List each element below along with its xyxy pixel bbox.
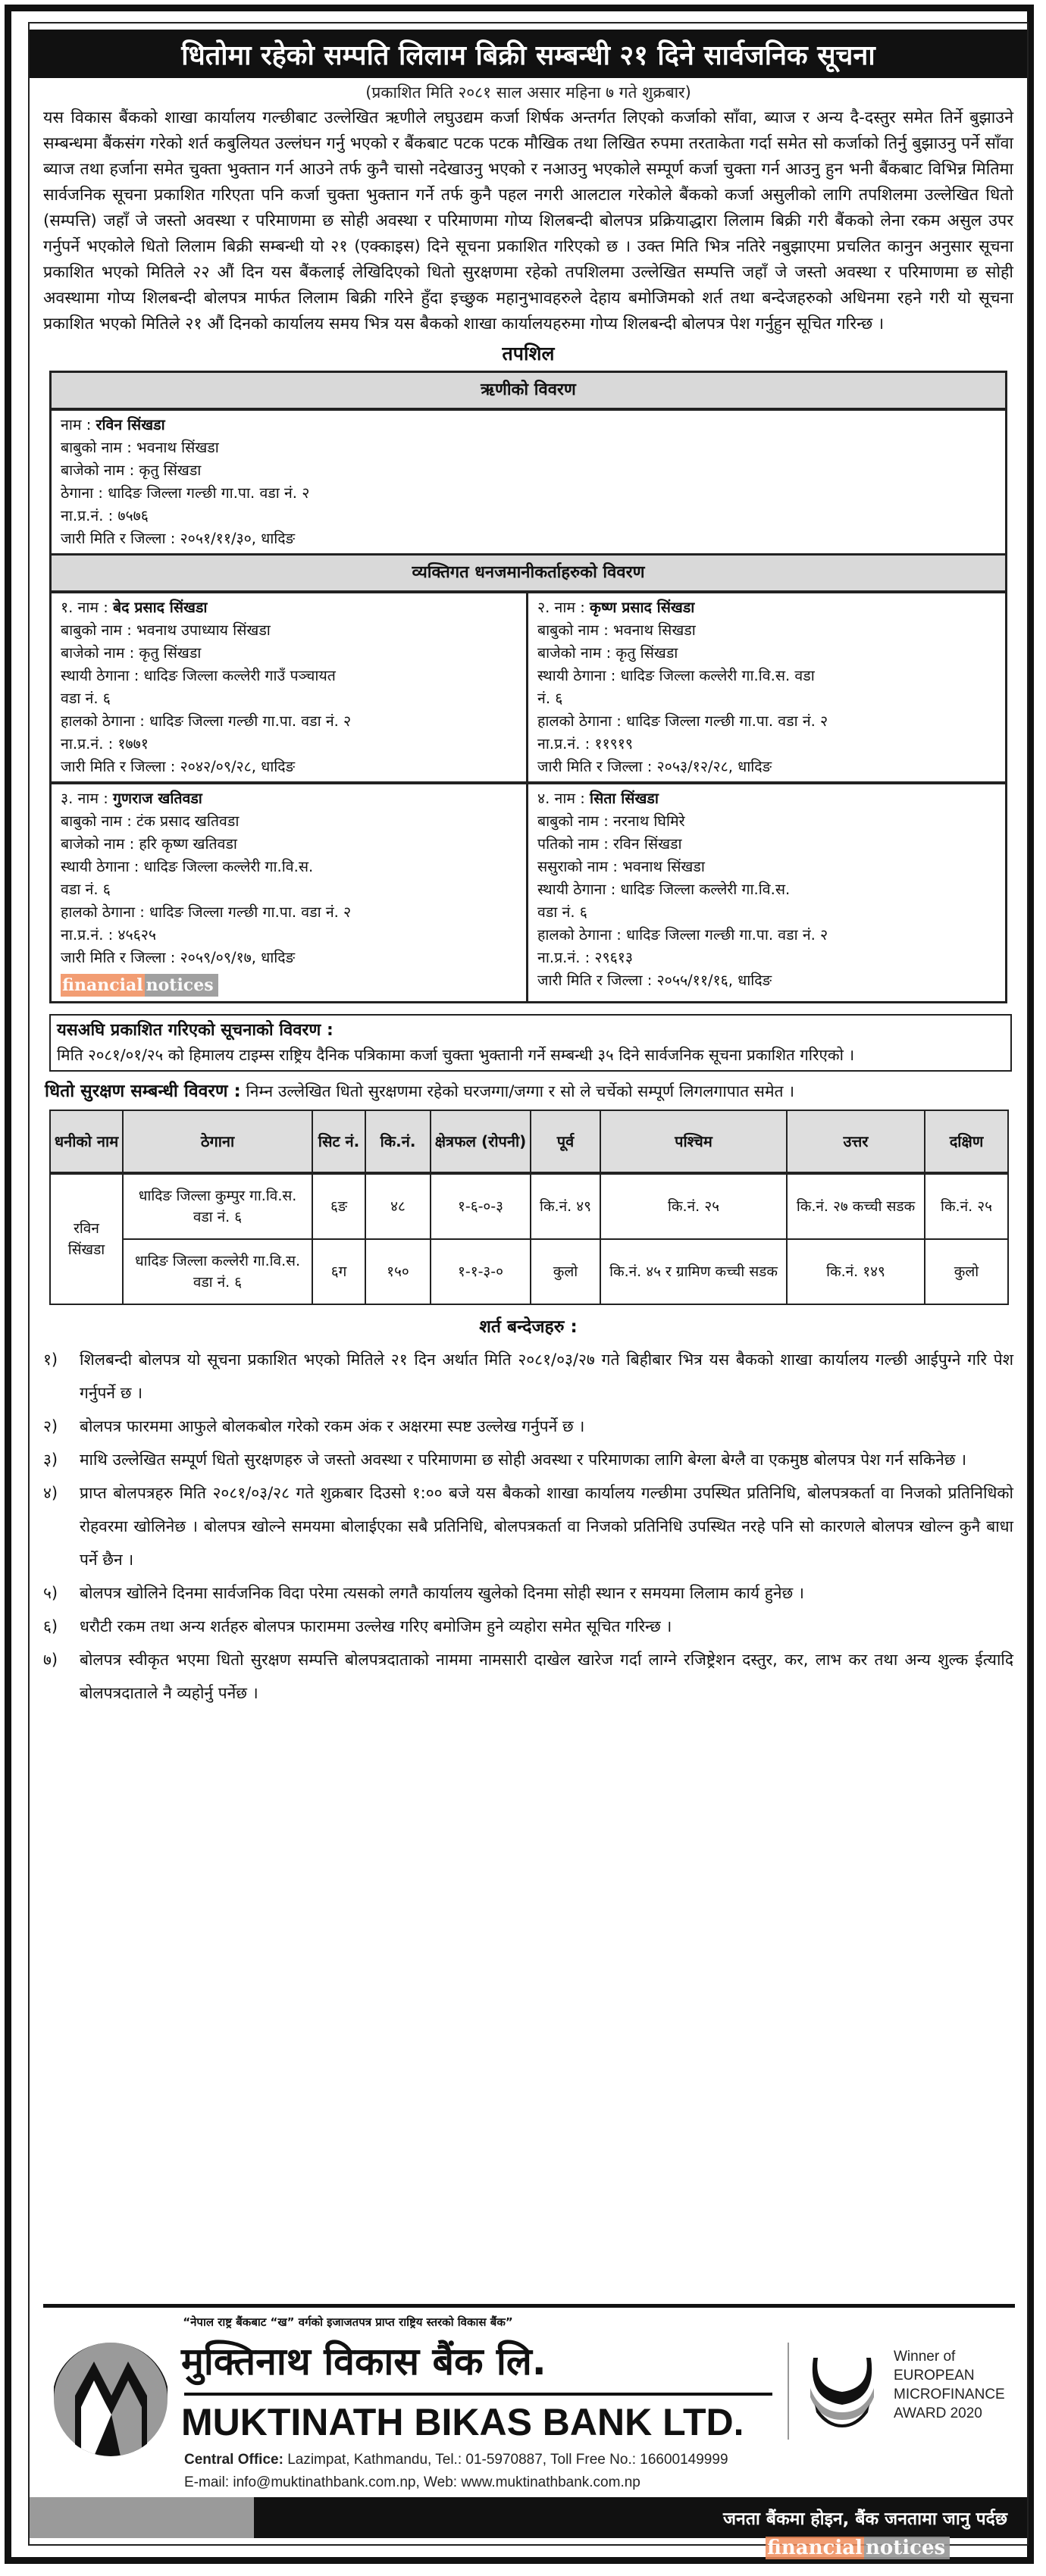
guarantors-box [49, 556, 1007, 1003]
table-cell: ४८ [365, 1173, 431, 1239]
collateral-table [49, 1110, 1009, 1305]
condition-number: १) [43, 1351, 58, 1369]
borrower-line: बाजेको नाम : कृतु सिंखडा [61, 462, 202, 479]
guarantors-grid [52, 593, 1005, 1001]
name-label: नाम : [61, 416, 96, 434]
watermark-part2: notices [145, 974, 218, 997]
award-line: MICROFINANCE [894, 2387, 1005, 2402]
guarantor-line: हालको ठेगाना : धादिङ जिल्ला गल्छी गा.पा. वडा नं. २ [537, 712, 828, 730]
bank-logo-icon [52, 2343, 169, 2456]
table-cell: १-६-०-३ [431, 1173, 531, 1239]
guarantor-line: पतिको नाम : रविन सिंखडा [537, 835, 682, 853]
guarantor-line: जारी मिति र जिल्ला : २०४२/०९/२८, धादिङ [61, 758, 296, 775]
notice-title: धितोमा रहेको सम्पति लिलाम बिक्री सम्बन्धी २१ दिने सार्वजनिक सूचना [30, 30, 1027, 78]
borrower-line: ठेगाना : धादिङ जिल्ला गल्छी गा.पा. वडा नं. २ [61, 484, 310, 502]
intro-paragraph: यस विकास बैंकको शाखा कार्यालय गल्छीबाट उल्लेखित ऋणीले लघुउद्यम कर्जा शिर्षक अन्तर्गत लिएको कर्जाको साँवा, ब्याज र अन्य दै-दस्तुर समेत तिर्ने बुझाउने सम्बन्धमा बैंकसंग गरेको शर्त कबुलियत उल्लंघन गर्नु भएको र बैंकबाट पटक पटक मौखिक तथा लिखित रुपमा तरताकेता गर्दा समेत सो कर्जाको तिर्नु बुझाउनु पर्ने साँवा ब्याज तथा हर्जाना समेत चुक्ता भुक्तान गर्न आउने तर्फ कुनै चासो नदेखाउनु भएको र नआउनु भएकोले सम्पूर्ण कर्जा चुक्ता गर्न आउनु हुन भनी बैंकबाट विभिन्न मितिमा सार्वजनिक सूचना प्रकाशित गरिएता पनि कर्जा चुक्ता भुक्तान गर्ने तर्फ कुनै पहल नगरी आलटाल गरेकोले बैंकको कर्जा असुलीको लागि तपशिलमा उल्लेखित धितो (सम्पत्ति) जहाँ जे जस्तो अवस्था र परिमाणमा छ सोही अवस्था र परिमाणमा गोप्य शिलबन्दी बोलपत्र प्रक्रियाद्धारा लिलाम बिक्री गरी बैंकको लेना रकम असुल उपर गर्नुपर्ने भएकोले धितो लिलाम बिक्री सम्बन्धी यो २१ (एक्काइस) दिने सूचना प्रकाशित गरिएको छ । उक्त मिति भित्र नतिरे नबुझाएमा प्रचलित कानुन अनुसार सूचना प्रकाशित भएको मितिले २२ औं दिन यस बैंकलाई लेखिदिएको धितो सुरक्षणमा रहेको तपशिलमा उल्लेखित सम्पत्ति जहाँ जे जस्तो अवस्था र परिमाणमा छ सोही अवस्थामा गोप्य शिलबन्दी बोलपत्र मार्फत लिलाम बिक्री गरिने हुँदा इच्छुक महानुभावहरुले देहाय बमोजिमको शर्त तथा बन्देजहरुको अधिनमा रहने गरी यो सूचना प्रकाशित भएको मितिले २१ औं दिनको कार्यालय समय भित्र यस बैकको शाखा कार्यालयहरुमा गोप्य शिलबन्दी बोलपत्र पेश गर्नुहुन सूचित गरिन्छ । [43, 108, 1013, 333]
column-header: सिट नं. [312, 1110, 365, 1173]
guarantor-line: स्थायी ठेगाना : धादिङ जिल्ला कल्लेरी गा.वि.स. वडा [537, 667, 815, 684]
guarantor-card [52, 781, 528, 1001]
borrower-heading: ऋणीको विवरण [52, 373, 1005, 411]
central-office-address: Lazimpat, Kathmandu, Tel.: 01-5970887, Toll Free No.: 16600149999 [283, 2452, 728, 2468]
borrower-name: रविन सिंखडा [96, 416, 165, 434]
borrower-box [49, 371, 1007, 556]
award-logo-icon [804, 2358, 880, 2427]
guarantor-line: ना.प्र.नं. : ४५६२५ [61, 926, 157, 944]
table-cell: कि.नं. २५ [600, 1173, 787, 1239]
table-cell: कि.नं. २७ कच्ची सडक [787, 1173, 925, 1239]
notice-body [30, 23, 1027, 1710]
footer-bar [30, 2497, 1027, 2538]
condition-item [43, 1443, 1013, 1476]
column-header: क्षेत्रफल (रोपनी) [431, 1110, 531, 1173]
footer-divider [43, 2304, 1015, 2308]
award-text [894, 2347, 1005, 2423]
name-label: २. नाम : [537, 599, 590, 616]
guarantor-line: स्थायी ठेगाना : धादिङ जिल्ला कल्लेरी गा.वि.स. [61, 858, 314, 875]
guarantor-line: वडा नं. ६ [61, 690, 111, 707]
table-header-row [50, 1110, 1008, 1173]
condition-number: ४) [43, 1484, 58, 1502]
borrower-line: बाबुको नाम : भवनाथ सिंखडा [61, 439, 219, 456]
award-line: AWARD 2020 [894, 2405, 982, 2421]
guarantor-line: वडा नं. ६ [537, 903, 587, 921]
conditions-heading: शर्त बन्देजहरु : [479, 1317, 578, 1337]
column-header: धनीको नाम [50, 1110, 123, 1173]
award-divider [788, 2343, 789, 2440]
condition-number: ६) [43, 1617, 58, 1635]
table-cell: ६ग [312, 1239, 365, 1304]
guarantor-name: कृष्ण प्रसाद सिंखडा [590, 599, 695, 616]
guarantors-heading: व्यक्तिगत धनजमानीकर्ताहरुको विवरण [52, 556, 1005, 593]
table-row [50, 1239, 1008, 1304]
watermark [61, 972, 218, 998]
bank-name-nepali: मुक्तिनाथ विकास बैंक लि. [181, 2340, 546, 2384]
guarantor-line: बाबुको नाम : नरनाथ घिमिरे [537, 812, 685, 830]
previous-notice-heading: यसअघि प्रकाशित गरिएको सूचनाको विवरण : [57, 1021, 334, 1040]
email-web-line: E-mail: info@muktinathbank.com.np, Web: www.muktinathbank.com.np [184, 2474, 640, 2490]
condition-text: धरौटी रकम तथा अन्य शर्तहरु बोलपत्र फाराममा उल्लेख गरिए बमोजिम हुने व्यहोरा समेत सूचित गरिन्छ । [80, 1617, 672, 1635]
central-office-label: Central Office: [184, 2452, 283, 2468]
owner-name-cell: रविन सिंखडा [50, 1173, 123, 1304]
notice-frame [5, 5, 1034, 2564]
condition-item [43, 1410, 1013, 1443]
guarantor-line: ना.प्र.नं. : १७७१ [61, 735, 149, 753]
guarantor-line: बाजेको नाम : हरि कृष्ण खतिवडा [61, 835, 237, 853]
watermark-part1: financial [62, 975, 143, 995]
guarantor-line: स्थायी ठेगाना : धादिङ जिल्ला कल्लेरी गाउँ पञ्चायत [61, 667, 336, 684]
guarantor-name: बेद प्रसाद सिंखडा [113, 599, 208, 616]
borrower-line: ना.प्र.नं. : ७५७६ [61, 507, 149, 524]
name-label: ४. नाम : [537, 790, 590, 807]
guarantor-line: ना.प्र.नं. : ११९१९ [537, 735, 634, 753]
guarantor-line: बाजेको नाम : कृतु सिंखडा [537, 644, 678, 662]
notice-inner-frame [28, 22, 1029, 2546]
borrower-details [52, 411, 1005, 553]
condition-number: ३) [43, 1451, 58, 1469]
table-cell: कुलो [925, 1239, 1008, 1304]
condition-text: शिलबन्दी बोलपत्र यो सूचना प्रकाशित भएको मितिले २१ दिन अर्थात मिति २०८१/०३/२७ गते बिहीबार भित्र यस बैकको शाखा कार्यालय गल्छी आईपुग्ने गरि पेश गर्नुपर्ने छ । [80, 1351, 1013, 1402]
award-line: EUROPEAN [894, 2368, 975, 2384]
schedule-heading: तपशिल [502, 343, 555, 365]
guarantor-line: ना.प्र.नं. : २९६१३ [537, 949, 634, 966]
table-cell: १-१-३-० [431, 1239, 531, 1304]
bank-contact [184, 2449, 728, 2494]
condition-item [43, 1643, 1013, 1710]
condition-number: ५) [43, 1584, 58, 1602]
guarantor-name: गुणराज खतिवडा [113, 790, 202, 807]
condition-text: बोलपत्र फारममा आफुले बोलकबोल गरेको रकम अंक र अक्षरमा स्पष्ट उल्लेख गर्नुपर्ने छ । [80, 1417, 585, 1435]
collateral-intro [45, 1078, 1012, 1105]
guarantor-line: वडा नं. ६ [61, 881, 111, 898]
table-cell: कि.नं. १४९ [787, 1239, 925, 1304]
table-cell: कि.नं. ४५ र ग्रामिण कच्ची सडक [600, 1239, 787, 1304]
condition-item [43, 1476, 1013, 1576]
borrower-line: जारी मिति र जिल्ला : २०५१/११/३०, धादिङ [61, 530, 296, 547]
watermark-part2: notices [864, 2537, 950, 2559]
guarantor-line: हालको ठेगाना : धादिङ जिल्ला गल्छी गा.पा. वडा नं. २ [537, 926, 828, 944]
published-date: (प्रकाशित मिति २०८१ साल असार महिना ७ गते शुक्रबार) [365, 83, 691, 102]
condition-text: बोलपत्र स्वीकृत भएमा धितो सुरक्षण सम्पत्ति बोलपत्रदाताको नाममा नामसारी दाखेल खारेज गर्दा लाग्ने रजिष्ट्रेशन दस्तुर, कर, लाभ कर तथा अन्य शुल्क ईत्यादि बोलपत्रदाताले नै व्यहोर्नु पर्नेछ । [80, 1651, 1013, 1702]
bank-slogan: “नेपाल राष्ट्र बैंकबाट “ख” वर्गको इजाजतपत्र प्राप्त राष्ट्रिय स्तरको विकास बैंक” [183, 2315, 513, 2329]
guarantor-line: बाबुको नाम : टंक प्रसाद खतिवडा [61, 812, 240, 830]
guarantor-line: बाबुको नाम : भवनाथ सिखडा [537, 621, 696, 639]
condition-number: २) [43, 1417, 58, 1435]
table-cell: धादिङ जिल्ला कल्लेरी गा.वि.स. वडा नं. ६ [123, 1239, 312, 1304]
condition-item [43, 1343, 1013, 1410]
previous-notice-box [49, 1014, 1012, 1072]
guarantor-line: जारी मिति र जिल्ला : २०५५/११/१६, धादिङ [537, 972, 772, 989]
guarantor-line: जारी मिति र जिल्ला : २०५३/१२/२८, धादिङ [537, 758, 772, 775]
guarantor-line: बाबुको नाम : भवनाथ उपाध्याय सिंखडा [61, 621, 271, 639]
condition-item [43, 1576, 1013, 1610]
column-header: ठेगाना [123, 1110, 312, 1173]
award-line: Winner of [894, 2349, 956, 2365]
table-cell: १५० [365, 1239, 431, 1304]
condition-number: ७) [43, 1651, 58, 1669]
table-cell: कि.नं. ४९ [531, 1173, 600, 1239]
condition-text: माथि उल्लेखित सम्पूर्ण धितो सुरक्षणहरु जे जस्तो अवस्था र परिमाणमा छ सोही अवस्था र परिमाणका लागि बेग्ला बेग्लै वा एकमुष्ठ बोलपत्र पेश गर्न सकिनेछ । [80, 1451, 967, 1469]
guarantor-name: सिता सिंखडा [590, 790, 659, 807]
column-header: पश्चिम [600, 1110, 787, 1173]
table-cell: कुलो [531, 1239, 600, 1304]
condition-text: बोलपत्र खोलिने दिनमा सार्वजनिक विदा परेमा त्यसको लगतै कार्यालय खुलेको दिनमा सोही स्थान र समयमा लिलाम कार्य हुनेछ । [80, 1584, 804, 1602]
guarantor-line: हालको ठेगाना : धादिङ जिल्ला गल्छी गा.पा. वडा नं. २ [61, 903, 352, 921]
table-cell: कि.नं. २५ [925, 1173, 1008, 1239]
condition-item [43, 1610, 1013, 1643]
collateral-heading: धितो सुरक्षण सम्बन्धी विवरण : [45, 1081, 241, 1101]
column-header: कि.नं. [365, 1110, 431, 1173]
bank-name-divider [184, 2393, 772, 2396]
table-cell: ६ङ [312, 1173, 365, 1239]
table-row [50, 1173, 1008, 1239]
bank-name-english: MUKTINATH BIKAS BANK LTD. [181, 2401, 744, 2443]
footer-gray-block [30, 2497, 254, 2538]
name-label: १. नाम : [61, 599, 114, 616]
conditions-list [43, 1343, 1013, 1710]
collateral-text: निम्न उल्लेखित धितो सुरक्षणमा रहेको घरजग्गा/जग्गा र सो ले चर्चेको सम्पूर्ण लिगलगापात समेत । [240, 1082, 795, 1100]
guarantor-line: स्थायी ठेगाना : धादिङ जिल्ला कल्लेरी गा.वि.स. [537, 881, 791, 898]
guarantor-line: बाजेको नाम : कृतु सिंखडा [61, 644, 202, 662]
bank-tagline: जनता बैंकमा होइन, बैंक जनतामा जानु पर्दछ [254, 2497, 1027, 2538]
guarantor-line: ससुराको नाम : भवनाथ सिंखडा [537, 858, 705, 875]
column-header: दक्षिण [925, 1110, 1008, 1173]
column-header: पूर्व [531, 1110, 600, 1173]
guarantor-line: नं. ६ [537, 690, 563, 707]
table-cell: धादिङ जिल्ला कुम्पुर गा.वि.स. वडा नं. ६ [123, 1173, 312, 1239]
borrower-name-line [61, 414, 996, 437]
central-office-line [184, 2449, 728, 2471]
name-label: ३. नाम : [61, 790, 114, 807]
condition-text: प्राप्त बोलपत्रहरु मिति २०८१/०३/२८ गते शुक्रबार दिउसो १:०० बजे यस बैकको शाखा कार्यालय गल्छीमा उपस्थित प्रतिनिधि, बोलपत्रकर्ता वा निजको प्रतिनिधिको रोहवरमा खोलिनेछ । बोलपत्र खोल्ने समयमा बोलाईएका सबै प्रतिनिधि, बोलपत्रकर्ता वा निजको प्रतिनिधि उपस्थित नरहे पनि सो कारणले बोलपत्र खोल्न कुनै बाधा पर्ने छैन । [80, 1484, 1013, 1569]
guarantor-line: जारी मिति र जिल्ला : २०५९/०९/१७, धादिङ [61, 949, 296, 966]
guarantor-line: हालको ठेगाना : धादिङ जिल्ला गल्छी गा.पा. वडा नं. २ [61, 712, 352, 730]
previous-notice-text: मिति २०८१/०१/२५ को हिमालय टाइम्स राष्ट्रिय दैनिक पत्रिकामा कर्जा चुक्ता भुक्तानी गर्ने सम्बन्धी ३५ दिने सार्वजनिक सूचना प्रकाशित गरिएको । [57, 1046, 855, 1064]
watermark [766, 2533, 950, 2563]
guarantor-card [52, 593, 528, 781]
guarantor-card [528, 781, 1005, 1001]
guarantor-card [528, 593, 1005, 781]
column-header: उत्तर [787, 1110, 925, 1173]
watermark-part1: financial [767, 2537, 863, 2559]
